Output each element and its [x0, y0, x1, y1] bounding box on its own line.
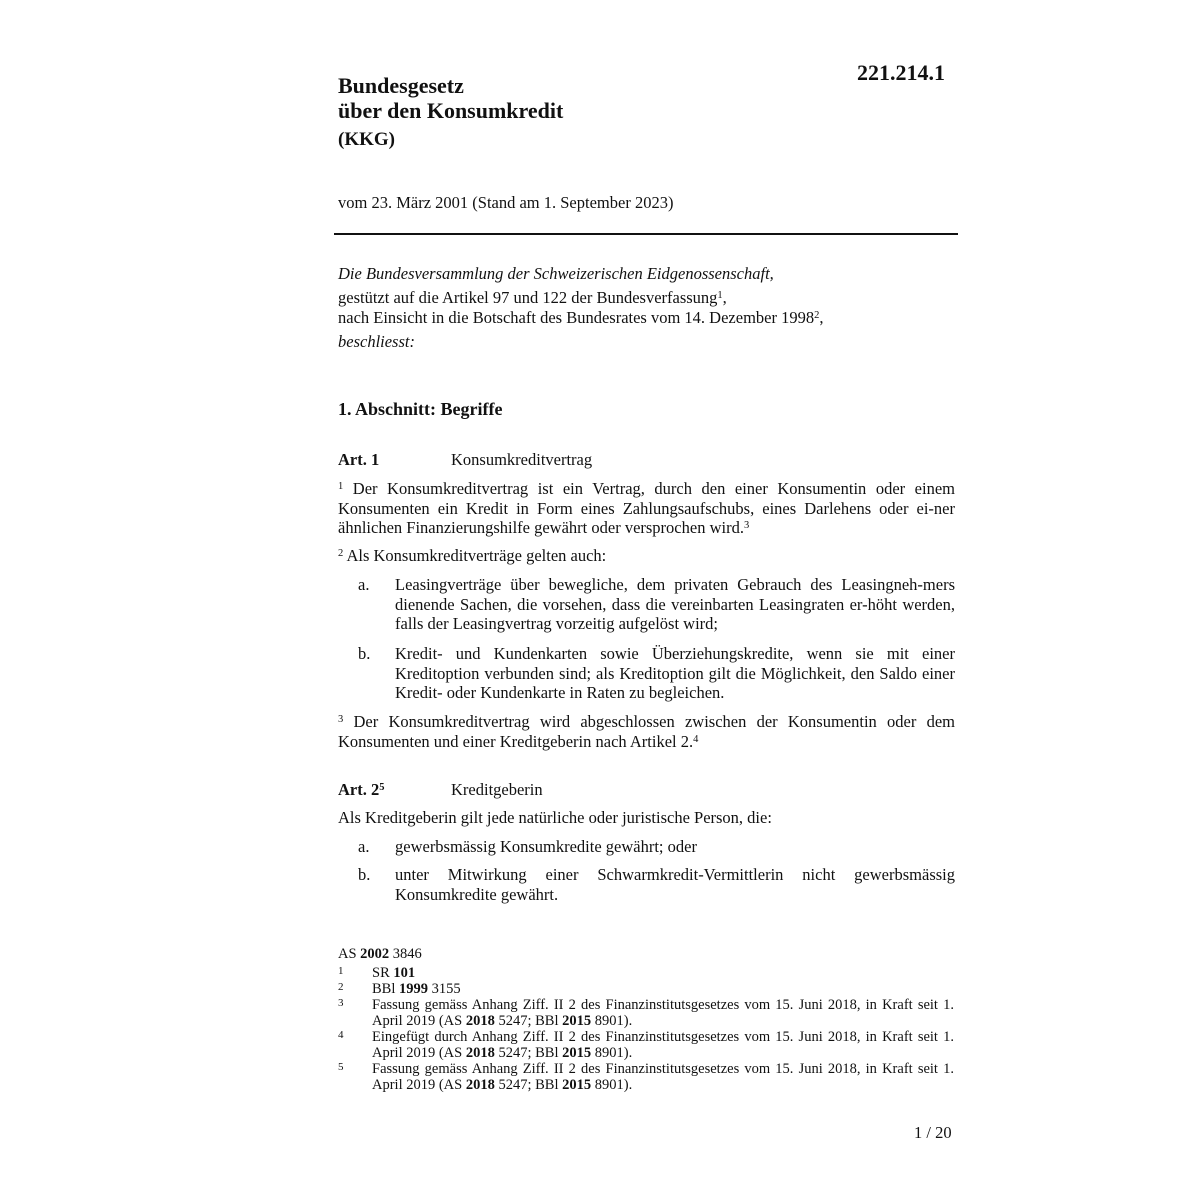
footnotes — [338, 965, 954, 1093]
preamble-basis: gestützt auf die Artikel 97 und 122 der Bundesverfassung$^1$, — [338, 288, 727, 307]
footnote-number: 1 — [338, 965, 344, 977]
footnote-ref-2[interactable]: 2 — [814, 310, 820, 321]
law-date: vom 23. März 2001 (Stand am 1. September 2023) — [338, 193, 674, 212]
law-title-line2: über den Konsumkredit — [338, 98, 564, 123]
list-item-text: Kredit- und Kundenkarten sowie Überziehungskredite, wenn sie mit einer Kreditoption verbunden sind; als Kreditoption gilt die Möglichkeit, den Saldo einer Kredit- oder Kundenkarte in Raten zu begleichen. — [395, 644, 955, 702]
footnote: 4 Eingefügt durch Anhang Ziff. II 2 des Finanzinstitutsgesetzes vom 15. Juni 2018, in Kraft seit 1. April 2019 (AS 2018 5247; BBl 2015 8901). — [338, 1029, 954, 1061]
law-title — [338, 73, 563, 123]
article-number: Art. $2^5$ — [338, 780, 385, 799]
footnote-number: 5 — [338, 1061, 344, 1073]
list-item-text: gewerbsmässig Konsumkredite gewährt; oder — [395, 837, 697, 856]
article-name: Kreditgeberin — [451, 780, 543, 799]
footnote-number: 3 — [338, 997, 344, 1009]
article-name: Konsumkreditvertrag — [451, 450, 593, 469]
article-1-paragraph-2: $^2$ Als Konsumkreditverträge gelten auch: — [338, 546, 607, 565]
list-item-text: Leasingverträge über bewegliche, dem privaten Gebrauch des Leasingneh-mers dienende Sachen, die vorsehen, dass die vereinbarten Leasingraten er-höht werden, falls der Leasingvertrag vorzeitig aufgelöst wird; — [395, 575, 955, 633]
footnote-ref-3[interactable]: 3 — [743, 520, 750, 531]
law-abbreviation: (KKG) — [338, 129, 395, 150]
section-heading: 1. Abschnitt: Begriffe — [338, 399, 503, 419]
list-item — [358, 865, 955, 904]
list-item — [358, 837, 955, 857]
article-number: Art. 1 — [338, 450, 380, 469]
list-item-letter: b. — [358, 644, 371, 663]
article-2-intro: Als Kreditgeberin gilt jede natürliche oder juristische Person, die: — [338, 808, 772, 827]
article-1-paragraph-3: $^3$ Der Konsumkreditvertrag wird abgeschlossen zwischen der Konsumentin oder dem Konsumenten und einer Kreditgeberin nach Artikel 2.$^4$ — [338, 712, 955, 751]
list-item — [358, 644, 955, 703]
list-item-letter: a. — [358, 575, 370, 594]
article-1-paragraph-1: $^1$ Der Konsumkreditvertrag ist ein Vertrag, durch den einer Konsumentin oder einem Konsumenten ein Kredit in Form eines Zahlungsaufschubs, eines Darlehens oder ei-ner ähnlichen Finanzierungshilfe gewährt oder versprochen wird.$^3$ — [338, 479, 955, 537]
list-item-letter: b. — [358, 865, 371, 884]
article-2-heading — [338, 780, 543, 800]
list-item — [358, 575, 955, 634]
page-number: 1 / 20 — [914, 1123, 952, 1142]
footnote: 3 Fassung gemäss Anhang Ziff. II 2 des Finanzinstitutsgesetzes vom 15. Juni 2018, in Kraft seit 1. April 2019 (AS 2018 5247; BBl 2015 8901). — [338, 997, 954, 1029]
footnote-ref-1[interactable]: 1 — [717, 290, 723, 301]
official-compilation-ref: AS 2002 3846 — [338, 946, 422, 962]
preamble — [338, 264, 958, 352]
list-item-text: unter Mitwirkung einer Schwarmkredit-Vermittlerin nicht gewerbsmässig Konsumkredite gewährt. — [395, 865, 955, 904]
footnote-ref-4[interactable]: 4 — [693, 733, 699, 745]
footnote: 2 BBl 1999 3155 — [338, 981, 461, 997]
footnote: 5 Fassung gemäss Anhang Ziff. II 2 des Finanzinstitutsgesetzes vom 15. Juni 2018, in Kraft seit 1. April 2019 (AS 2018 5247; BBl 2015 8901). — [338, 1061, 954, 1093]
list-item-letter: a. — [358, 837, 370, 856]
footnote-number: 4 — [338, 1029, 344, 1041]
footnote-ref-5[interactable]: 5 — [379, 782, 385, 793]
footnote: 1 SR 101 — [338, 965, 416, 981]
preamble-message: nach Einsicht in die Botschaft des Bundesrates vom 14. Dezember 1998$^2$, — [338, 308, 824, 327]
preamble-assembly: Die Bundesversammlung der Schweizerischen Eidgenossenschaft, — [338, 264, 774, 283]
preamble-resolves: beschliesst: — [338, 332, 415, 351]
sr-number: 221.214.1 — [857, 60, 945, 85]
article-1-heading — [338, 450, 592, 470]
law-title-line1: Bundesgesetz — [338, 73, 464, 98]
header-divider — [334, 233, 958, 235]
footnote-number: 2 — [338, 981, 344, 993]
